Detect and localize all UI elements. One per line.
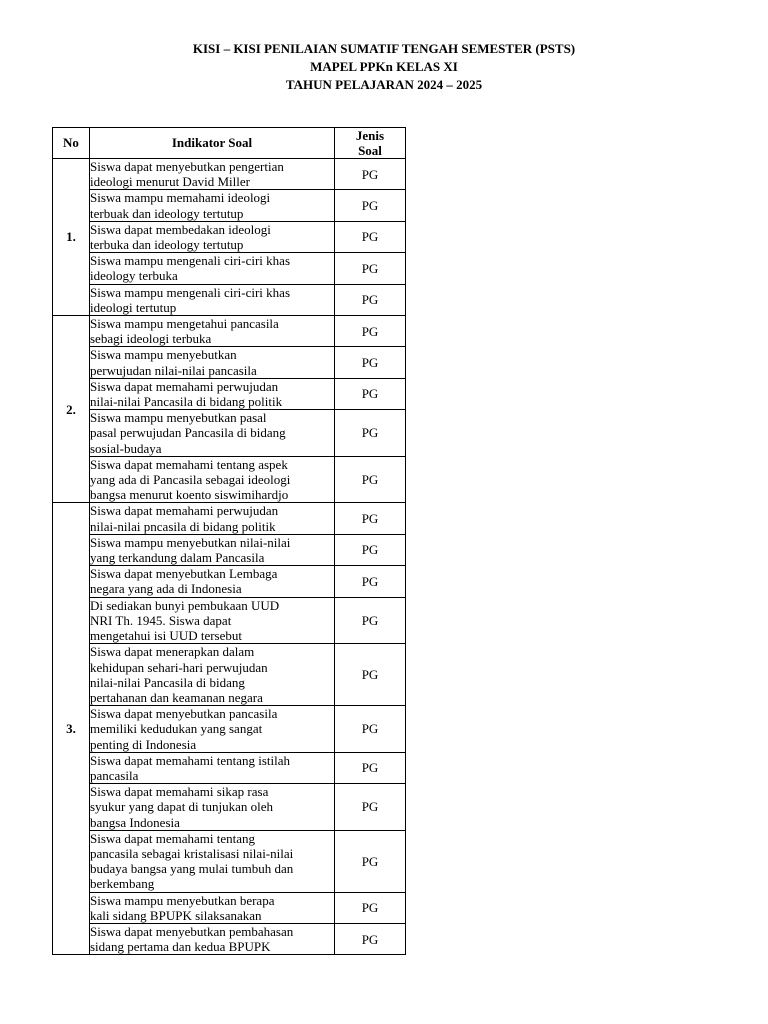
table-header-row <box>53 128 406 159</box>
jenis-soal-cell: PG <box>335 190 406 221</box>
indikator-cell <box>90 706 335 753</box>
table-row <box>53 534 406 565</box>
indikator-line: kali sidang BPUPK silaksanakan <box>90 907 262 923</box>
indikator-cell <box>90 410 335 457</box>
indikator-line: sosial-budaya <box>90 440 162 456</box>
indikator-line: Siswa mampu mengenali ciri-ciri khas <box>90 284 291 300</box>
indikator-line: pancasila sebagai kristalisasi nilai-nilai <box>90 845 294 861</box>
indikator-line: nilai-nilai Pancasila di bidang <box>90 674 245 690</box>
indikator-line: ideology terbuka <box>90 268 178 284</box>
indikator-cell <box>90 644 335 706</box>
jenis-soal-cell: PG <box>335 253 406 284</box>
indikator-line: NRI Th. 1945. Siswa dapat <box>90 612 232 628</box>
indikator-cell <box>90 159 335 190</box>
indikator-cell <box>90 221 335 252</box>
indikator-cell <box>90 503 335 534</box>
indikator-line: yang terkandung dalam Pancasila <box>90 550 265 566</box>
indikator-line: sebagi ideologi terbuka <box>90 331 212 347</box>
jenis-soal-cell: PG <box>335 159 406 190</box>
title-line-2: MAPEL PPKn KELAS XI <box>310 59 458 74</box>
jenis-soal-cell: PG <box>335 284 406 315</box>
indikator-line: Siswa dapat membedakan ideologi <box>90 221 271 237</box>
indikator-cell <box>90 923 335 954</box>
indikator-line: Siswa dapat memahami tentang <box>90 830 255 846</box>
kisi-table <box>52 127 406 955</box>
jenis-soal-cell: PG <box>335 892 406 923</box>
indikator-line: Siswa dapat menyebutkan Lembaga <box>90 566 278 582</box>
indikator-cell <box>90 784 335 831</box>
indikator-cell <box>90 284 335 315</box>
indikator-line: Siswa dapat memahami sikap rasa <box>90 784 269 800</box>
indikator-line: bangsa menurut koento siswimihardjo <box>90 487 289 503</box>
table-row <box>53 221 406 252</box>
jenis-soal-cell: PG <box>335 566 406 597</box>
indikator-line: pasal perwujudan Pancasila di bidang <box>90 425 286 441</box>
indikator-line: Siswa mampu mengetahui pancasila <box>90 316 279 332</box>
indikator-cell <box>90 190 335 221</box>
indikator-line: nilai-nilai pncasila di bidang politik <box>90 518 276 534</box>
jenis-soal-cell: PG <box>335 597 406 644</box>
indikator-line: Siswa dapat menyebutkan pembahasan <box>90 923 294 939</box>
indikator-cell <box>90 456 335 503</box>
indikator-line: nilai-nilai Pancasila di bidang politik <box>90 394 283 410</box>
indikator-line: Siswa mampu menyebutkan nilai-nilai <box>90 534 291 550</box>
jenis-soal-cell: PG <box>335 752 406 783</box>
table-row <box>53 253 406 284</box>
table-row <box>53 456 406 503</box>
jenis-soal-cell: PG <box>335 534 406 565</box>
indikator-cell <box>90 566 335 597</box>
jenis-soal-cell: PG <box>335 830 406 892</box>
indikator-line: Siswa dapat menerapkan dalam <box>90 644 255 660</box>
table-row <box>53 159 406 190</box>
indikator-line: Siswa dapat menyebutkan pancasila <box>90 706 278 722</box>
group-number-cell: 2. <box>53 316 90 503</box>
indikator-line: yang ada di Pancasila sebagai ideologi <box>90 472 291 488</box>
document-header <box>0 40 768 94</box>
indikator-line: kehidupan sehari-hari perwujudan <box>90 659 268 675</box>
table-body <box>53 159 406 955</box>
indikator-line: terbuak dan ideology tertutup <box>90 205 244 221</box>
indikator-cell <box>90 347 335 378</box>
jenis-soal-cell: PG <box>335 410 406 457</box>
table-row <box>53 503 406 534</box>
table-row <box>53 923 406 954</box>
indikator-line: budaya bangsa yang mulai tumbuh dan <box>90 861 294 877</box>
jenis-soal-cell: PG <box>335 503 406 534</box>
table-row <box>53 410 406 457</box>
indikator-line: sidang pertama dan kedua BPUPK <box>90 939 271 955</box>
table-row <box>53 752 406 783</box>
column-header-jenis-line-1: Jenis <box>355 128 385 143</box>
indikator-line: berkembang <box>90 876 155 892</box>
column-header-jenis-soal <box>335 128 406 159</box>
indikator-line: Siswa dapat menyebutkan pengertian <box>90 159 284 174</box>
indikator-line: pertahanan dan keamanan negara <box>90 689 263 705</box>
jenis-soal-cell: PG <box>335 378 406 409</box>
indikator-line: Siswa mampu menyebutkan pasal <box>90 410 267 426</box>
indikator-line: Siswa mampu menyebutkan berapa <box>90 892 275 908</box>
indikator-line: Di sediakan bunyi pembukaan UUD <box>90 597 280 613</box>
indikator-line: negara yang ada di Indonesia <box>90 581 242 597</box>
group-number-cell: 3. <box>53 503 90 955</box>
indikator-cell <box>90 752 335 783</box>
indikator-line: Siswa mampu memahami ideologi <box>90 190 271 206</box>
indikator-line: terbuka dan ideology tertutup <box>90 237 244 253</box>
jenis-soal-cell: PG <box>335 706 406 753</box>
jenis-soal-cell: PG <box>335 316 406 347</box>
table-row <box>53 378 406 409</box>
indikator-line: pancasila <box>90 767 139 783</box>
table-row <box>53 316 406 347</box>
indikator-line: bangsa Indonesia <box>90 814 180 830</box>
jenis-soal-cell: PG <box>335 923 406 954</box>
indikator-line: Siswa dapat memahami perwujudan <box>90 378 279 394</box>
column-header-jenis-line-2: Soal <box>358 143 382 158</box>
jenis-soal-cell: PG <box>335 221 406 252</box>
indikator-cell <box>90 316 335 347</box>
jenis-soal-cell: PG <box>335 784 406 831</box>
table-row <box>53 597 406 644</box>
indikator-line: Siswa dapat memahami tentang aspek <box>90 456 288 472</box>
table-row <box>53 830 406 892</box>
indikator-line: memiliki kedudukan yang sangat <box>90 721 263 737</box>
indikator-line: ideologi tertutup <box>90 299 177 315</box>
indikator-line: Siswa dapat memahami perwujudan <box>90 503 279 519</box>
table-row <box>53 284 406 315</box>
indikator-cell <box>90 253 335 284</box>
table-row <box>53 706 406 753</box>
jenis-soal-cell: PG <box>335 456 406 503</box>
table-row <box>53 784 406 831</box>
indikator-cell <box>90 597 335 644</box>
column-header-no: No <box>53 128 90 159</box>
indikator-line: Siswa dapat memahami tentang istilah <box>90 752 291 768</box>
table-row <box>53 190 406 221</box>
jenis-soal-cell: PG <box>335 347 406 378</box>
indikator-cell <box>90 378 335 409</box>
indikator-line: Siswa mampu menyebutkan <box>90 347 237 363</box>
indikator-cell <box>90 830 335 892</box>
table-row <box>53 566 406 597</box>
jenis-soal-cell: PG <box>335 644 406 706</box>
table-row <box>53 347 406 378</box>
group-number-cell: 1. <box>53 159 90 316</box>
table-row <box>53 644 406 706</box>
indikator-line: Siswa mampu mengenali ciri-ciri khas <box>90 253 291 269</box>
indikator-line: penting di Indonesia <box>90 736 197 752</box>
table-row <box>53 892 406 923</box>
indikator-line: ideologi menurut David Miller <box>90 174 250 190</box>
indikator-cell <box>90 534 335 565</box>
title-line-3: TAHUN PELAJARAN 2024 – 2025 <box>285 77 483 92</box>
column-header-indikator: Indikator Soal <box>90 128 335 159</box>
indikator-line: syukur yang dapat di tunjukan oleh <box>90 799 274 815</box>
indikator-line: mengetahui isi UUD tersebut <box>90 628 242 644</box>
indikator-cell <box>90 892 335 923</box>
indikator-line: perwujudan nilai-nilai pancasila <box>90 362 257 378</box>
title-line-1: KISI – KISI PENILAIAN SUMATIF TENGAH SEMESTER (PSTS) <box>192 41 576 56</box>
